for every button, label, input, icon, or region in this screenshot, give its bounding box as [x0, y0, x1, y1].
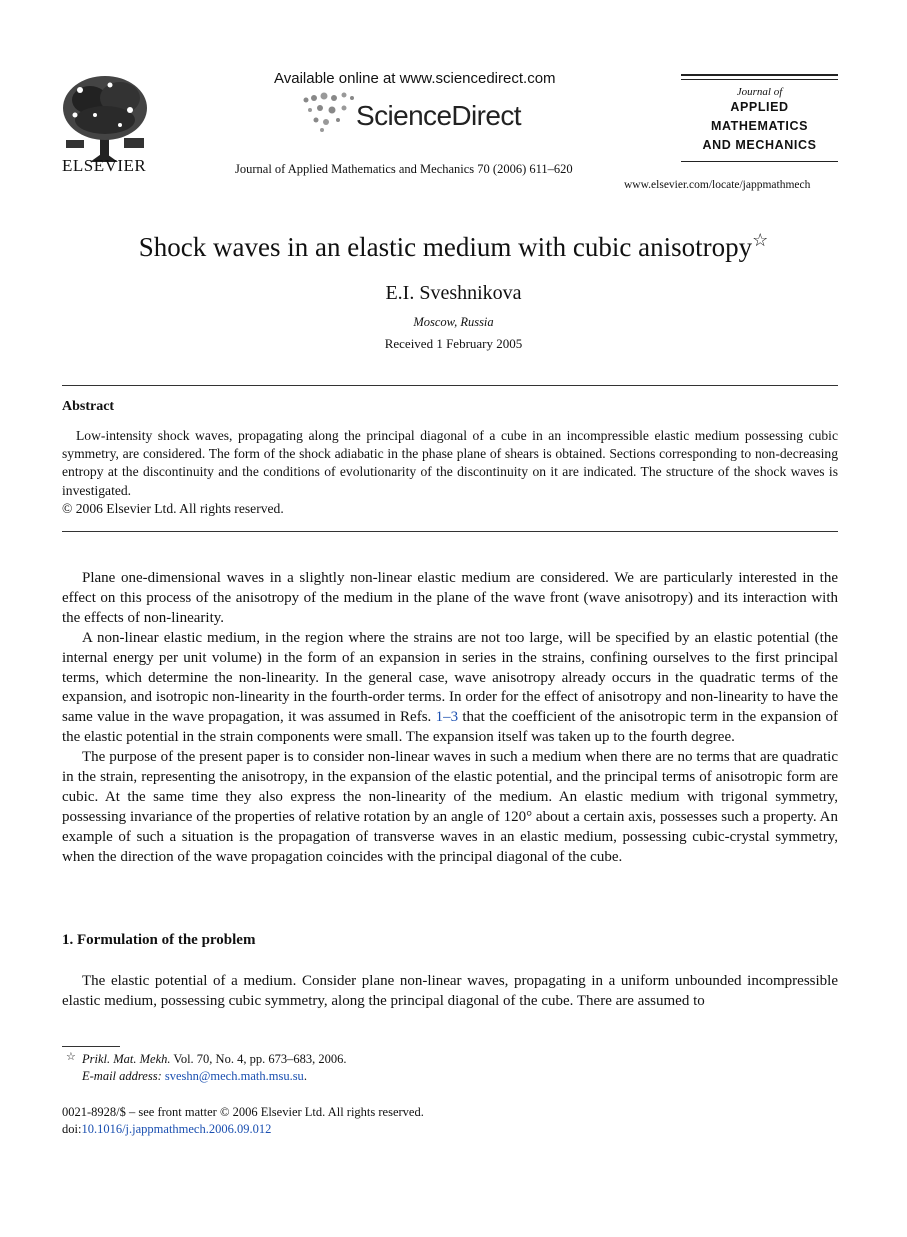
footnote-details: Vol. 70, No. 4, pp. 673–683, 2006. [170, 1052, 347, 1066]
footnote-mark: ☆ [66, 1051, 76, 1063]
abstract-top-rule [62, 385, 838, 386]
doi-link[interactable]: 10.1016/j.jappmathmech.2006.09.012 [81, 1122, 272, 1136]
email-end: . [303, 1069, 307, 1083]
received-date: Received 1 February 2005 [384, 336, 523, 351]
section-body [62, 972, 838, 1012]
email-label: E-mail address: [82, 1069, 162, 1083]
journal-title-box [681, 74, 838, 162]
footnote-journal: Prikl. Mat. Mekh. [82, 1052, 171, 1066]
footnote-source [82, 1052, 346, 1067]
journal-box-rule [681, 79, 838, 80]
journal-title-line: AND MECHANICS [702, 138, 817, 152]
abstract-bottom-rule [62, 531, 838, 532]
journal-citation: Journal of Applied Mathematics and Mechanics 70 (2006) 611–620 [235, 162, 573, 176]
doi-label: doi: [62, 1122, 82, 1136]
journal-title-line: MATHEMATICS [710, 119, 809, 133]
journal-box-rule [681, 74, 838, 76]
journal-of-label: Journal of [736, 86, 783, 98]
body-paragraph: The elastic potential of a medium. Consider plane non-linear waves, propagating in a uniform unbounded incompressible elastic medium, possessing cubic symmetry, along the principal diagonal of the cube. There are assumed to [62, 973, 838, 1009]
publisher-name: ELSEVIER [62, 156, 147, 175]
journal-url-link[interactable]: www.elsevier.com/locate/jappmathmech [624, 179, 811, 191]
paragraph-text: A non-linear elastic medium, in the region where the strains are not too large, will be specified by an elastic potential (the internal energy per unit volume) in the form of an expansion in series in the strains, confining ourselves to the first principal terms, which determine the non-linearity. In the general case, wave anisotropy already occurs in the quadratic terms of the expansion, and isotropic non-linearity in the fourth-order terms. In order for the effect of anisotropy and non-linearity to have the same value in the wave propagation, it was assumed in Refs. [62, 629, 838, 726]
footnote-rule [62, 1046, 120, 1047]
body-text [62, 569, 838, 868]
issn-line: 0021-8928/$ – see front matter © 2006 Elsevier Ltd. All rights reserved. [62, 1105, 424, 1119]
reference-link[interactable]: 3 [450, 709, 459, 726]
doi-line [62, 1122, 271, 1137]
body-paragraph [62, 629, 838, 748]
available-online-text: Available online at www.sciencedirect.com [274, 70, 556, 87]
reference-link[interactable]: 1 [435, 709, 444, 726]
reference-dash: – [443, 709, 451, 726]
email-link[interactable]: sveshn@mech.math.msu.su [164, 1069, 304, 1083]
abstract-copyright: © 2006 Elsevier Ltd. All rights reserved. [62, 501, 284, 516]
journal-box-rule [681, 161, 838, 162]
sciencedirect-wordmark: ScienceDirect [356, 100, 521, 131]
article-title-text: Shock waves in an elastic medium with cubic anisotropy [138, 232, 753, 262]
abstract-heading: Abstract [62, 399, 115, 414]
abstract-text [62, 427, 838, 500]
footnote-email [82, 1069, 307, 1084]
abstract-paragraph: Low-intensity shock waves, propagating along the principal diagonal of a cube in an incompressible elastic medium possessing cubic symmetry, are considered. The form of the shock adiabatic in the phase plane of shears is obtained. Sections corresponding to non-decreasing entropy at the discontinuity and the conditions of evolutionarity of the discontinuity on it are indicated. The structure of the shock waves is investigated. [62, 428, 838, 498]
title-footnote-mark[interactable]: ☆ [752, 230, 769, 250]
section-heading: 1. Formulation of the problem [62, 932, 256, 948]
paragraph-text: that the coefficient of the anisotropic term in the expansion of the elastic potential in the strain components were small. The expansion itself was taken up to the fourth degree. [62, 709, 839, 746]
article-title [0, 230, 907, 263]
body-paragraph: Plane one-dimensional waves in a slightly non-linear elastic medium are considered. We are particularly interested in the effect on this process of the anisotropy of the medium in the plane of the wave front (wave anisotropy) and its interaction with the effects of non-linearity. [62, 570, 838, 626]
body-paragraph: The purpose of the present paper is to consider non-linear waves in such a medium when there are no terms that are quadratic in the strain, representing the anisotropy, in the expansion of the elastic potential, and the principal terms of anisotropic form are cubic. At the same time they also express the non-linearity of the medium. An elastic medium with trigonal symmetry, possessing invariance of the properties of relative rotation by an angle of 120° about a certain axis, possesses such a property. An example of such a situation is the propagation of transverse waves in an elastic medium, possessing cubic-crystal symmetry, when the direction of the wave propagation coincides with the principal diagonal of the cube. [62, 749, 838, 865]
author-name[interactable]: E.I. Sveshnikova [385, 282, 522, 304]
journal-title-line: APPLIED [730, 100, 789, 114]
affiliation: Moscow, Russia [413, 315, 494, 329]
